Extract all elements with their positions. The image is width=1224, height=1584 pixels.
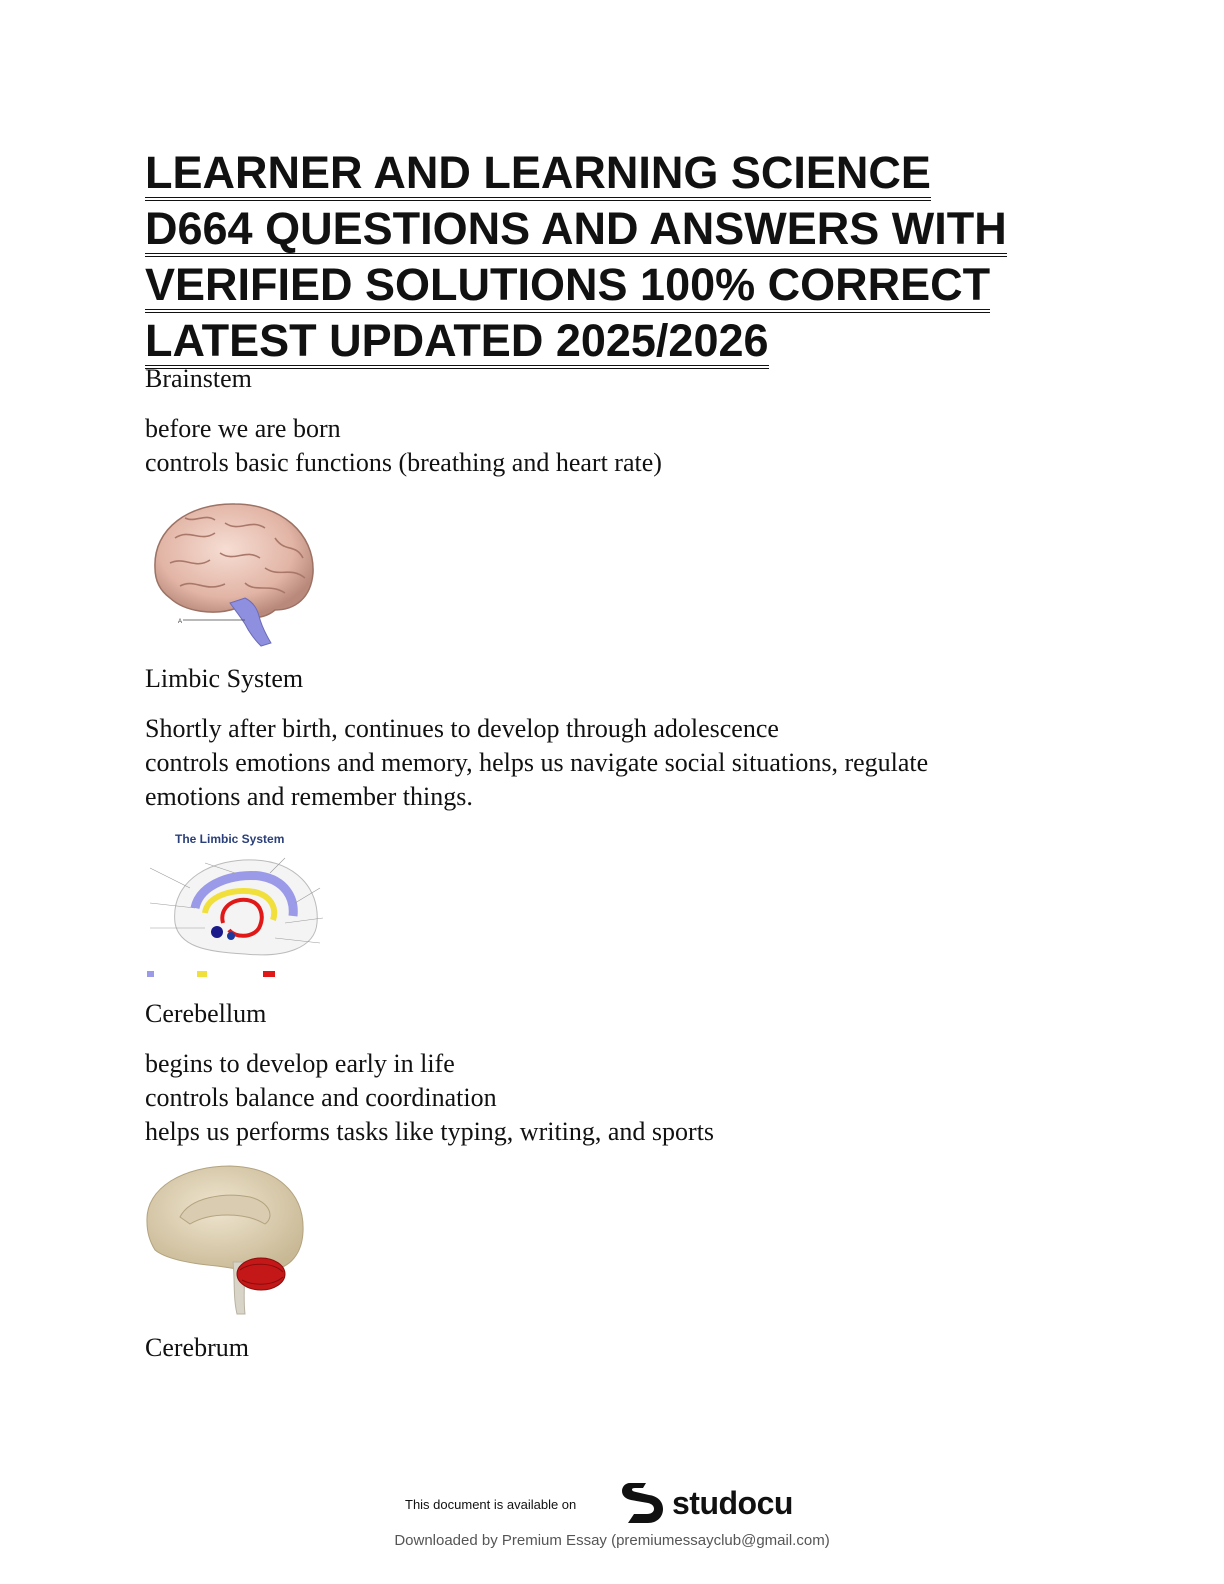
document-title xyxy=(145,146,1085,370)
term-limbic-system: Limbic System xyxy=(145,664,304,693)
definition-line: emotions and remember things. xyxy=(145,782,473,811)
limbic-system-diagram xyxy=(145,828,330,988)
svg-text:A: A xyxy=(178,619,183,625)
definition-line: controls balance and coordination xyxy=(145,1083,497,1112)
definition-line: controls emotions and memory, helps us navigate social situations, regulate xyxy=(145,748,929,777)
studocu-mark-icon xyxy=(620,1480,666,1526)
limbic-figure-title: The Limbic System xyxy=(175,832,285,846)
term-cerebellum: Cerebellum xyxy=(145,999,267,1028)
title-line: LATEST UPDATED 2025/2026 xyxy=(145,316,769,369)
studocu-wordmark: studocu xyxy=(672,1484,793,1521)
definition-line: before we are born xyxy=(145,414,341,443)
studocu-logo[interactable] xyxy=(620,1480,793,1526)
download-note: Downloaded by Premium Essay (premiumessayclub@gmail.com) xyxy=(394,1532,830,1549)
title-line: VERIFIED SOLUTIONS 100% CORRECT xyxy=(145,260,990,313)
definition-line: helps us performs tasks like typing, writing, and sports xyxy=(145,1117,715,1146)
brainstem-image xyxy=(145,498,320,653)
cerebellum-image xyxy=(145,1162,310,1322)
title-line: LEARNER AND LEARNING SCIENCE xyxy=(145,148,931,201)
availability-note: This document is available on xyxy=(405,1497,577,1512)
term-brainstem: Brainstem xyxy=(145,364,252,393)
definition-line: Shortly after birth, continues to develop through adolescence xyxy=(145,714,779,743)
definition-line: begins to develop early in life xyxy=(145,1049,455,1078)
definition-line: controls basic functions (breathing and heart rate) xyxy=(145,448,662,477)
term-cerebrum: Cerebrum xyxy=(145,1333,249,1362)
title-line: D664 QUESTIONS AND ANSWERS WITH xyxy=(145,204,1007,257)
